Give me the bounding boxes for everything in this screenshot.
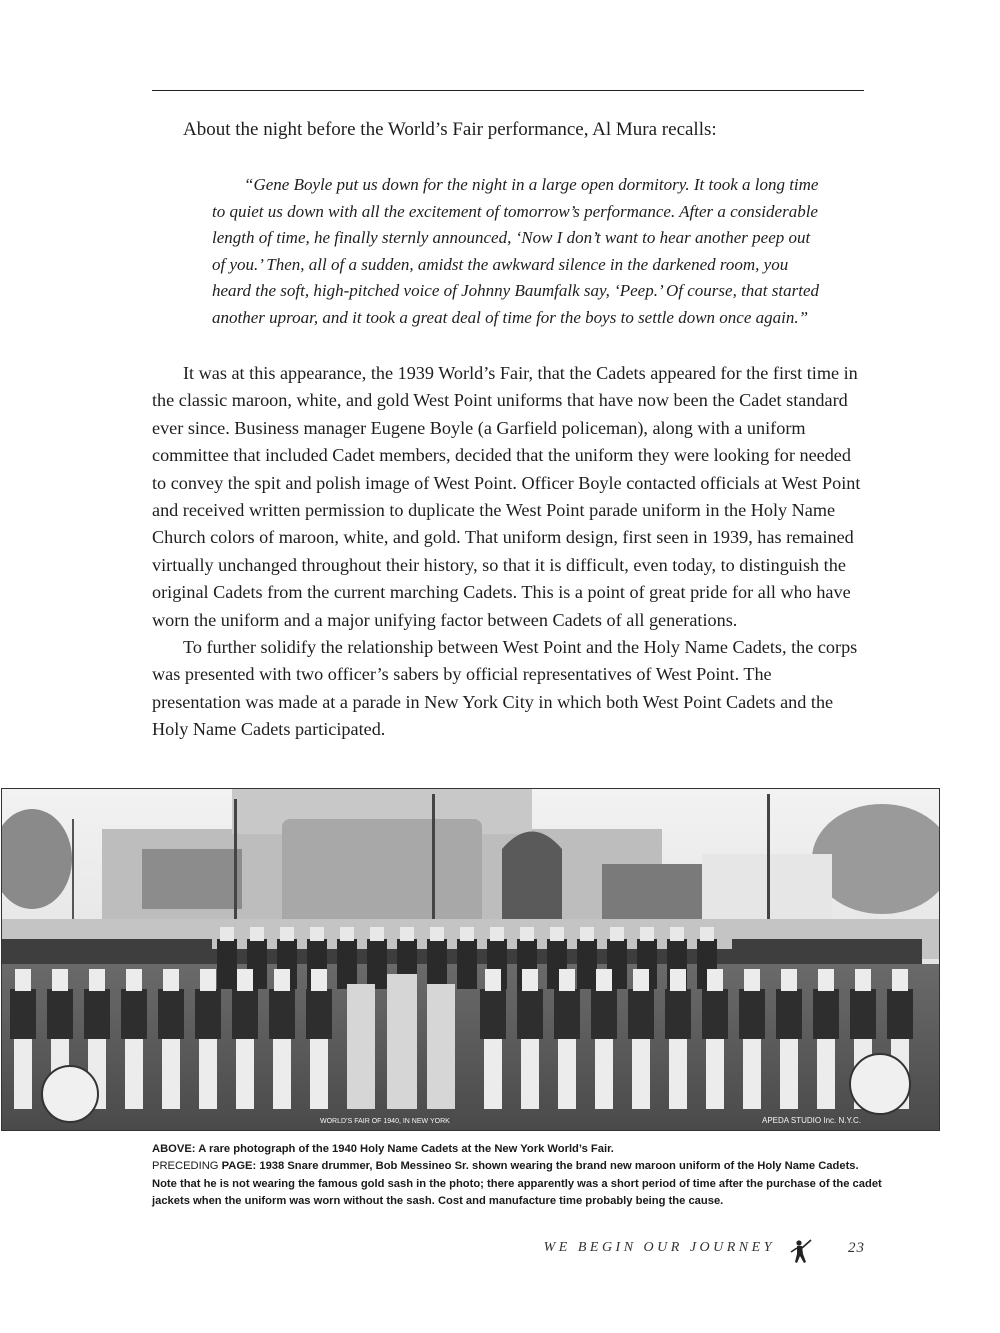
drum-major-silhouette-icon: [787, 1238, 813, 1268]
caption-above-text: A rare photograph of the 1940 Holy Name Cadets at the New York World’s Fair.: [198, 1143, 614, 1155]
header-rule: [152, 90, 864, 91]
photo-inscription-left: WORLD’S FAIR OF 1940, IN NEW YORK: [320, 1118, 450, 1125]
body-text: [152, 360, 864, 744]
caption-preceding-text: 1938 Snare drummer, Bob Messineo Sr. shown wearing the brand new maroon uniform of the Holy Name Cadets. Note that he is not wearing the famous gold sash in the photo; there apparently was a short period of time after the purchase of the cadet jackets when the uniform was worn without the sash. Cost and manufacture time probably being the cause.: [152, 1160, 882, 1208]
caption-preceding-label-b: PAGE:: [221, 1160, 257, 1173]
block-quote: “Gene Boyle put us down for the night in a large open dormitory. It took a long time to quiet us down with all the excitement of tomorrow’s performance. After a considerable length of time, he finally sternly announced, ‘Now I don’t want to hear another peep out of you.’ Then, all of a sudden, amidst the awkward silence in the darkened room, you heard the soft, high-pitched voice of Johnny Baumfalk say, ‘Peep.’ Of course, that started another uproar, and it took a great deal of time for the boys to settle down once again.”: [212, 175, 819, 327]
paragraph-2: To further solidify the relationship between West Point and the Holy Name Cadets, the corps was presented with two officer’s sabers by official representatives of West Point. The presentation was made at a parade in New York City in which both West Point Cadets and the Holy Name Cadets participated.: [152, 637, 858, 740]
page-number: 23: [848, 1240, 865, 1256]
cadets-group-photo: [1, 788, 940, 1131]
caption-preceding-label-a: PRECEDING: [152, 1160, 219, 1173]
page-footer: [500, 1238, 865, 1268]
intro-line: About the night before the World’s Fair performance, Al Mura recalls:: [183, 119, 717, 140]
photo-caption: [152, 1141, 882, 1211]
running-title: WE BEGIN OUR JOURNEY: [543, 1240, 775, 1255]
photo-inscription-right: APEDA STUDIO Inc. N.Y.C.: [762, 1116, 861, 1125]
paragraph-1: It was at this appearance, the 1939 World’s Fair, that the Cadets appeared for the first time in the classic maroon, white, and gold West Point uniforms that have now been the Cadet standard ever since. Business manager Eugene Boyle (a Garfield policeman), along with a uniform committee that included Cadet members, decided that the uniform they were looking for needed to convey the spit and polish image of West Point. Officer Boyle contacted officials at West Point and received written permission to duplicate the West Point parade uniform in the Holy Name Church colors of maroon, white, and gold. That uniform design, first seen in 1939, has remained virtually unchanged throughout their history, so that it is difficult, even today, to distinguish the original Cadets from the current marching Cadets. This is a point of great pride for all who have worn the uniform and a major unifying factor between Cadets of all generations.: [152, 363, 861, 630]
caption-above-label: ABOVE:: [152, 1143, 196, 1155]
